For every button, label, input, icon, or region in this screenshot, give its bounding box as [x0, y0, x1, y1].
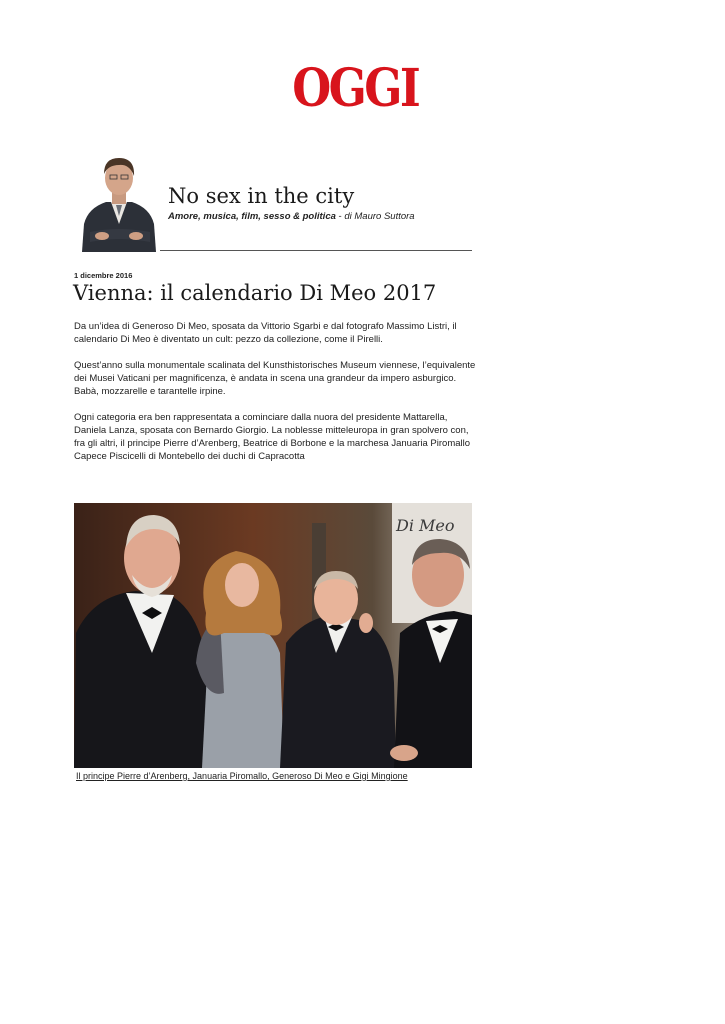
byline-separator: - — [335, 211, 345, 222]
photo-caption[interactable]: Il principe Pierre d’Arenberg, Januaria Piromallo, Generoso Di Meo e Gigi Mingione — [76, 771, 408, 781]
photo-sign-text: Di Meo — [396, 516, 455, 535]
article-paragraph: Ogni categoria era ben rappresentata a cominciare dalla nuora del presidente Mattarella, Daniela Lanza, sposata con Bernardo Giorgio. La noblesse mitteleuropa in gran spolvero con, fra gli altri, il principe Pierre d’Arenberg, Beatrice di Borbone e la marchesa Januaria Piromallo Capece Piscicelli di Montebello dei duchi di Capracotta — [74, 412, 471, 462]
blog-title[interactable]: No sex in the city — [168, 184, 355, 208]
header-divider — [160, 250, 472, 251]
blog-topics: Amore, musica, film, sesso & politica — [168, 211, 336, 222]
article-date: 1 dicembre 2016 — [74, 271, 133, 280]
blog-byline: di Mauro Suttora — [344, 211, 415, 222]
article-paragraph: Da un’idea di Generoso Di Meo, sposata da Vittorio Sgarbi e dal fotografo Massimo Listri, il calendario Di Meo è diventato un cult: pezzo da collezione, come il Pirelli. — [74, 321, 457, 345]
author-avatar — [78, 150, 160, 252]
article-photo — [74, 503, 472, 768]
article-headline: Vienna: il calendario Di Meo 2017 — [73, 281, 437, 305]
article-paragraph: Quest’anno sulla monumentale scalinata del Kunsthistorisches Museum viennese, l’equivalente dei Musei Vaticani per magnificenza, è andata in scena una grandeur da impero asburgico. Babà, mozzarelle e tarantelle irpine. — [74, 360, 476, 397]
oggi-logo[interactable]: OGGI — [292, 58, 419, 119]
blog-subtitle — [168, 211, 415, 222]
